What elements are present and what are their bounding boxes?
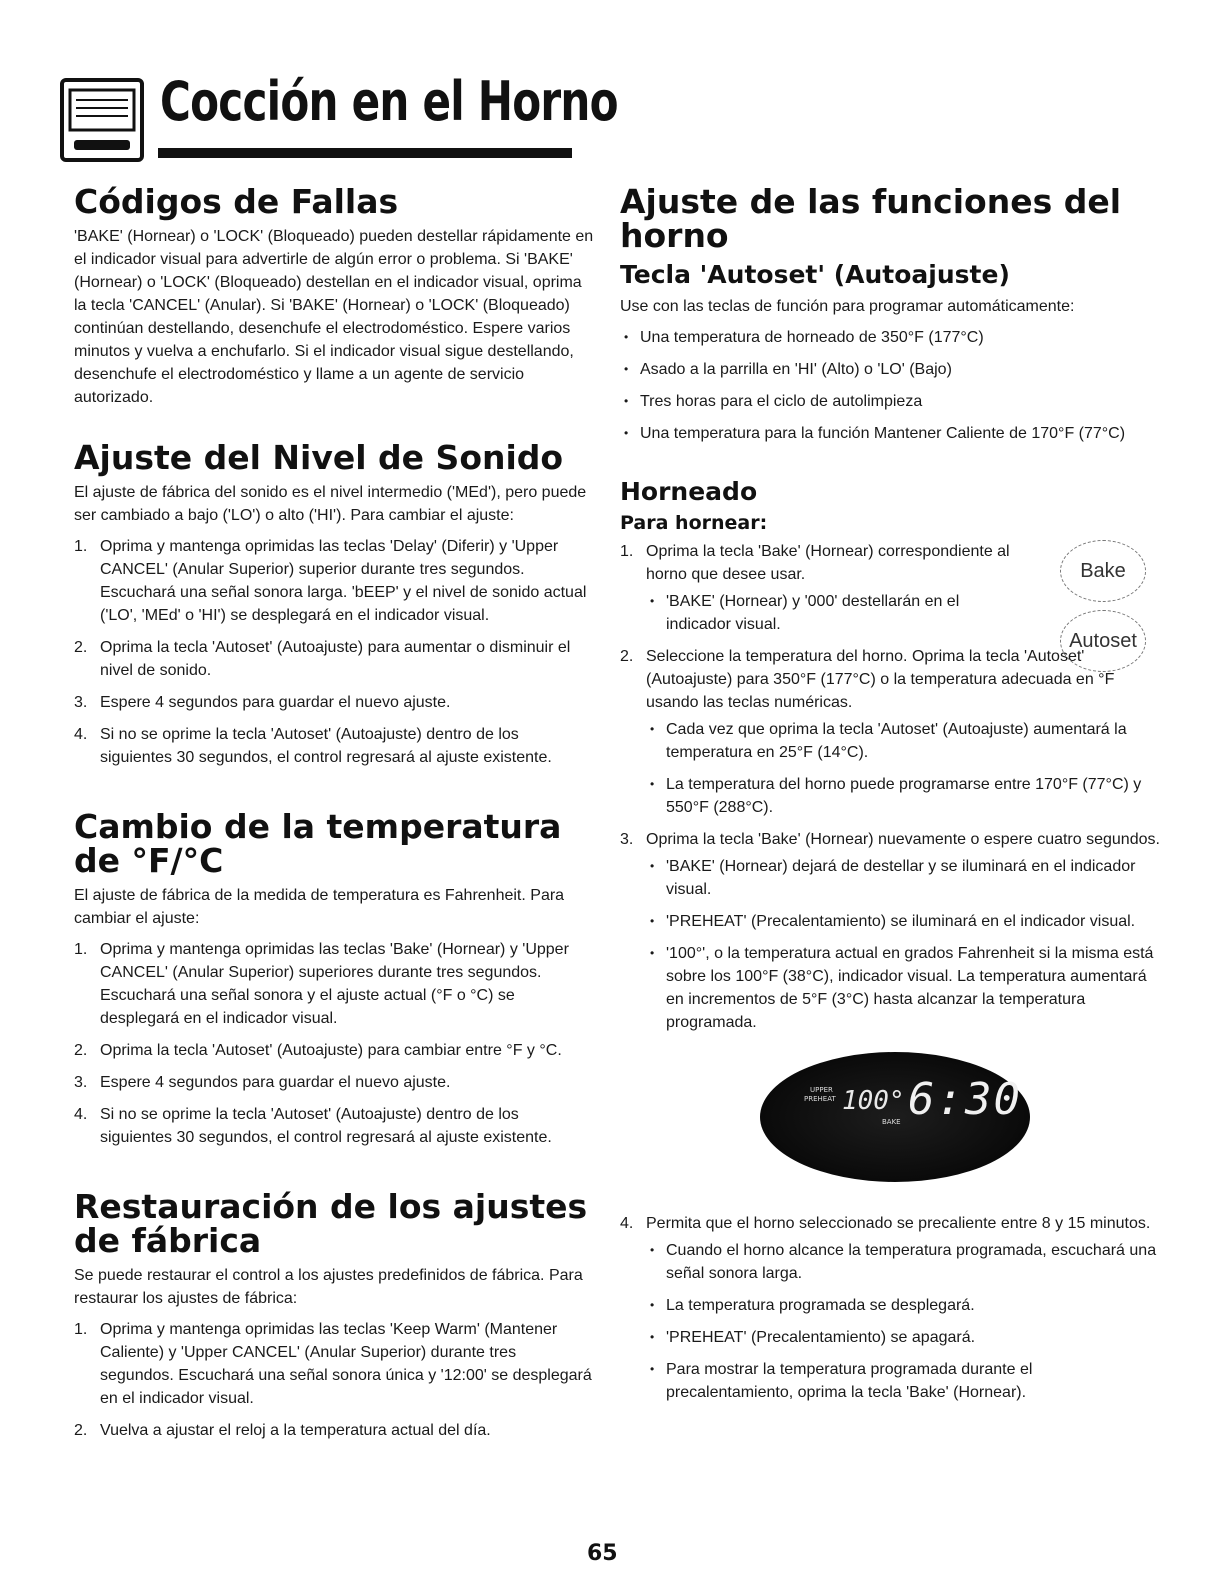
list-item: • Tres horas para el ciclo de autolimpieza bbox=[620, 390, 1160, 413]
list-item: 1. Oprima la tecla 'Bake' (Hornear) correspondiente al horno que desee usar. • 'BAKE' (Hornear) y '000' destellarán en el indicador visual. bbox=[620, 540, 1160, 636]
subheading-autoset: Tecla 'Autoset' (Autoajuste) bbox=[620, 260, 1010, 289]
section-restauracion bbox=[74, 1187, 594, 1442]
list-item: • Cuando el horno alcance la temperatura programada, escuchará una señal sonora larga. bbox=[646, 1239, 1160, 1285]
funciones-bullets bbox=[620, 326, 1160, 445]
heading-fallas: Códigos de Fallas bbox=[74, 182, 399, 221]
page-header bbox=[60, 70, 618, 160]
display-preheat-label: PREHEAT bbox=[804, 1095, 836, 1103]
list-item: • 'PREHEAT' (Precalentamiento) se iluminará en el indicador visual. bbox=[646, 910, 1160, 933]
sonido-intro: El ajuste de fábrica del sonido es el nivel intermedio ('MEd'), pero puede ser cambiado a bajo ('LO') o alto ('HI'). Para cambiar el ajuste: bbox=[74, 484, 587, 524]
oven-icon bbox=[60, 78, 144, 162]
display-upper-label: UPPER bbox=[810, 1086, 833, 1094]
list-item: 4. Permita que el horno seleccionado se precaliente entre 8 y 15 minutos. • Cuando el horno alcance la temperatura programada, escuchará una señal sonora larga. • La temperatura programada se desplegará. • 'PREHEAT' (Precalentamiento) se apagará. • Para mostrar la temperatura programada durante el precalentamiento, oprima la tecla 'Bake' (Hornear). bbox=[620, 1212, 1160, 1404]
horneado-steps bbox=[620, 540, 1160, 1034]
list-item: 2. Oprima la tecla 'Autoset' (Autoajuste) para cambiar entre °F y °C. bbox=[74, 1042, 562, 1059]
list-item: 3. Oprima la tecla 'Bake' (Hornear) nuevamente o espere cuatro segundos. • 'BAKE' (Hornear) dejará de destellar y se iluminará en el indicador visual. • 'PREHEAT' (Precalentamiento) se iluminará en el indicador visual. • '100°', o la temperatura actual en grados Fahrenheit si la misma está sobre los 100°F (38°C), indicador visual. La temperatura aumentará en incrementos de 5°F (3°C) hasta alcanzar la temperatura programada. bbox=[620, 828, 1160, 1034]
list-item: 4. Si no se oprime la tecla 'Autoset' (Autoajuste) dentro de los siguientes 30 segundos, el control regresará al ajuste existente. bbox=[74, 1106, 552, 1146]
page-title: Cocción en el Horno bbox=[160, 70, 618, 133]
list-item: • La temperatura del horno puede programarse entre 170°F (77°C) y 550°F (288°C). bbox=[646, 773, 1160, 819]
heading-restauracion: Restauración de los ajustes de fábrica bbox=[74, 1187, 588, 1260]
heading-sonido: Ajuste del Nivel de Sonido bbox=[74, 438, 564, 477]
list-item: 2. Vuelva a ajustar el reloj a la temperatura actual del día. bbox=[74, 1422, 491, 1439]
section-horneado bbox=[620, 478, 1160, 1404]
list-item: 2. Oprima la tecla 'Autoset' (Autoajuste) para aumentar o disminuir el nivel de sonido. bbox=[74, 639, 571, 679]
page-number: 65 bbox=[587, 1541, 618, 1566]
restauracion-steps bbox=[74, 1318, 594, 1442]
horneado-steps-cont bbox=[620, 1212, 1160, 1404]
list-item: • Una temperatura de horneado de 350°F (177°C) bbox=[620, 326, 1160, 349]
autoset-key-icon: Autoset bbox=[1060, 610, 1146, 672]
display-bake-label: BAKE bbox=[882, 1118, 901, 1126]
list-item: 4. Si no se oprime la tecla 'Autoset' (Autoajuste) dentro de los siguientes 30 segundos, el control regresará al ajuste existente. bbox=[74, 726, 552, 766]
section-sonido bbox=[74, 438, 594, 769]
list-item: • Cada vez que oprima la tecla 'Autoset' (Autoajuste) aumentará la temperatura en 25°F (14°C). bbox=[646, 718, 1160, 764]
title-underline bbox=[158, 148, 572, 158]
list-item: 1. Oprima y mantenga oprimidas las teclas 'Delay' (Diferir) y 'Upper CANCEL' (Anular Superior) superior durante tres segundos. Escuchará una señal sonora larga. 'bEEP' y el nivel de sonido actual ('LO', 'MEd' o 'HI') se desplegará en el indicador visual. bbox=[74, 538, 587, 624]
section-funciones bbox=[620, 182, 1160, 445]
display-temperature: 100° bbox=[842, 1086, 905, 1116]
list-item: • 'BAKE' (Hornear) dejará de destellar y se iluminará en el indicador visual. bbox=[646, 855, 1160, 901]
list-item: • '100°', o la temperatura actual en grados Fahrenheit si la misma está sobre los 100°F (38°C), indicador visual. La temperatura aumentará en incrementos de 5°F (3°C) hasta alcanzar la temperatura programada. bbox=[646, 942, 1160, 1034]
temperatura-steps bbox=[74, 938, 594, 1149]
list-item: 1. Oprima y mantenga oprimidas las teclas 'Keep Warm' (Mantener Caliente) y 'Upper CANCEL' (Anular Superior) durante tres segundos. Escuchará una señal sonora única y '12:00' se desplegará en el indicador visual. bbox=[74, 1321, 592, 1407]
funciones-intro: Use con las teclas de función para programar automáticamente: bbox=[620, 298, 1075, 315]
heading-funciones: Ajuste de las funciones del horno bbox=[620, 182, 1122, 255]
list-item: • 'BAKE' (Hornear) y '000' destellarán en el indicador visual. bbox=[646, 590, 1030, 636]
list-item: 3. Espere 4 segundos para guardar el nuevo ajuste. bbox=[74, 694, 451, 711]
list-item: 1. Oprima y mantenga oprimidas las teclas 'Bake' (Hornear) y 'Upper CANCEL' (Anular Superior) superiores durante tres segundos. Escuchará una señal sonora y el ajuste actual (°F o °C) se desplegará en el indicador visual. bbox=[74, 941, 569, 1027]
sonido-steps bbox=[74, 535, 594, 769]
oven-display bbox=[760, 1052, 1030, 1182]
display-time: 6:30 bbox=[908, 1074, 1022, 1125]
list-item: 3. Espere 4 segundos para guardar el nuevo ajuste. bbox=[74, 1074, 451, 1091]
section-temperatura bbox=[74, 807, 594, 1149]
left-column bbox=[74, 182, 594, 1451]
list-item: 2. Seleccione la temperatura del horno. Oprima la tecla 'Autoset' (Autoajuste) para 350°F (177°C) o la temperatura adecuada en °F usando las teclas numéricas. • Cada vez que oprima la tecla 'Autoset' (Autoajuste) aumentará la temperatura en 25°F (14°C). • La temperatura del horno puede programarse entre 170°F (77°C) y 550°F (288°C). bbox=[620, 645, 1160, 819]
list-item: • 'PREHEAT' (Precalentamiento) se apagará. bbox=[646, 1326, 1160, 1349]
heading-horneado: Horneado bbox=[620, 477, 758, 506]
fallas-body: 'BAKE' (Hornear) o 'LOCK' (Bloqueado) pueden destellar rápidamente en el indicador visual para advertirle de algún error o problema. Si 'BAKE' (Hornear) o 'LOCK' (Bloqueado) destellan en el indicador visual, oprima la tecla 'CANCEL' (Anular). Si 'BAKE' (Hornear) o 'LOCK' (Bloqueado) continúan destellando, desenchufe el electrodoméstico. Espere varios minutos y vuelva a enchufarlo. Si el indicador visual sigue destellando, desenchufe el electrodoméstico y llame a un agente de servicio autorizado. bbox=[74, 228, 594, 406]
list-item: • Una temperatura para la función Mantener Caliente de 170°F (77°C) bbox=[620, 422, 1160, 445]
heading-temperatura: Cambio de la temperatura de °F/°C bbox=[74, 807, 562, 880]
section-fallas bbox=[74, 182, 594, 409]
right-column bbox=[620, 182, 1160, 1413]
bake-key-icon: Bake bbox=[1060, 540, 1146, 602]
restauracion-intro: Se puede restaurar el control a los ajustes predefinidos de fábrica. Para restaurar los ajustes de fábrica: bbox=[74, 1267, 583, 1307]
list-item: • La temperatura programada se desplegará. bbox=[646, 1294, 1160, 1317]
list-item: • Asado a la parrilla en 'HI' (Alto) o 'LO' (Bajo) bbox=[620, 358, 1160, 381]
temperatura-intro: El ajuste de fábrica de la medida de temperatura es Fahrenheit. Para cambiar el ajuste: bbox=[74, 887, 565, 927]
subheading-para-hornear: Para hornear: bbox=[620, 512, 768, 534]
list-item: • Para mostrar la temperatura programada durante el precalentamiento, oprima la tecla 'Bake' (Hornear). bbox=[646, 1358, 1160, 1404]
